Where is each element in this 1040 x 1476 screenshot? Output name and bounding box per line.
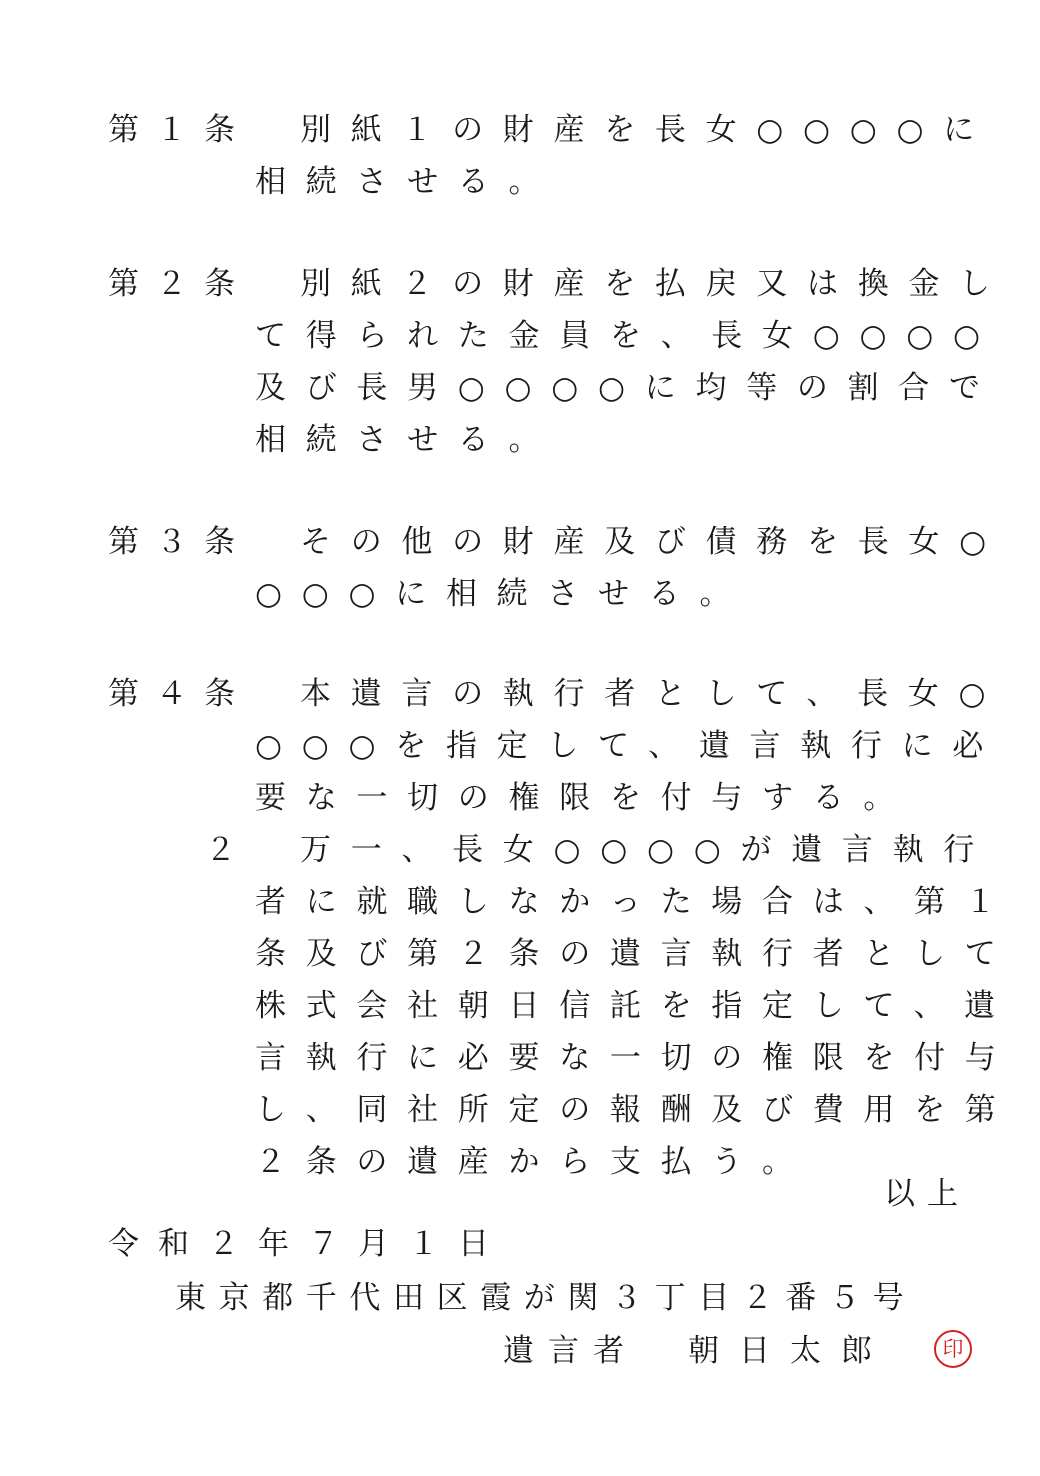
article-text-line: ○○○を指定して、遺言執行に必 bbox=[255, 728, 1004, 764]
article-text-line: ○○○に相続させる。 bbox=[255, 576, 751, 612]
article-text-line: し、同社所定の報酬及び費用を第 bbox=[255, 1092, 1016, 1128]
seal-stamp-icon: 印 bbox=[934, 1330, 972, 1368]
article-text-line: 万一、長女○○○○が遺言執行 bbox=[300, 832, 994, 868]
article-label: 第４条 bbox=[108, 676, 252, 712]
article-text-line: 要な一切の権限を付与する。 bbox=[255, 780, 915, 816]
article-label: 第１条 bbox=[108, 112, 252, 148]
article-text-line: 言執行に必要な一切の権限を付与 bbox=[255, 1040, 1016, 1076]
article-text-line: て得られた金員を、長女○○○○ bbox=[255, 318, 1000, 354]
article-label: 第３条 bbox=[108, 524, 252, 560]
article-text-line: 及び長男○○○○に均等の割合で bbox=[255, 370, 1000, 406]
closing-mark: 以上 bbox=[884, 1176, 970, 1212]
article-text-line: 別紙２の財産を払戻又は換金し bbox=[300, 266, 1010, 302]
article-label: 第２条 bbox=[108, 266, 252, 302]
article-text-line: その他の財産及び債務を長女○ bbox=[300, 524, 1006, 560]
testator-label: 遺言者 bbox=[503, 1333, 638, 1369]
document-date: 令和２年７月１日 bbox=[108, 1226, 508, 1262]
article-text-line: 本遺言の執行者として、長女○ bbox=[300, 676, 1006, 712]
article-text-line: ２条の遺産から支払う。 bbox=[255, 1144, 813, 1180]
testator-name: 朝日太郎 bbox=[688, 1333, 892, 1369]
article-text-line: 条及び第２条の遺言執行者として bbox=[255, 936, 1016, 972]
article-text-line: 者に就職しなかった場合は、第１ bbox=[255, 884, 1016, 920]
article-text-line: 株式会社朝日信託を指定して、遺 bbox=[255, 988, 1015, 1024]
paragraph-number: ２ bbox=[205, 832, 253, 868]
testator-address: 東京都千代田区霞が関３丁目２番５号 bbox=[175, 1280, 917, 1316]
article-text-line: 相続させる。 bbox=[255, 422, 560, 458]
article-text-line: 相続させる。 bbox=[255, 164, 560, 200]
article-text-line: 別紙１の財産を長女○○○○に bbox=[300, 112, 994, 148]
